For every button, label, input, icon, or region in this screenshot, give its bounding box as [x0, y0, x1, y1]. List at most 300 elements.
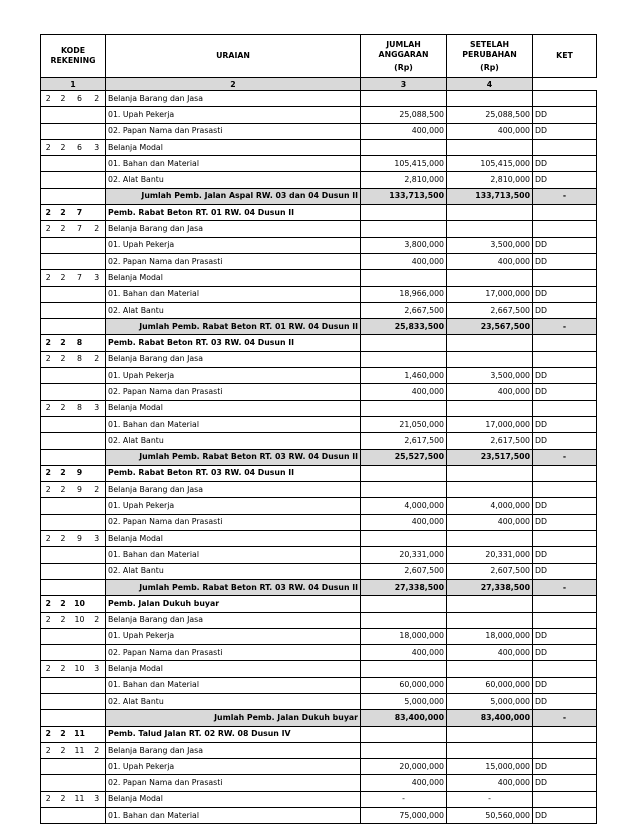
jumlah-cell: [361, 91, 447, 107]
jumlah-cell: 3,800,000: [361, 237, 447, 253]
kode-digit-4: [89, 286, 106, 302]
subtotal-row: [41, 579, 597, 595]
kode-digit-4: [89, 156, 106, 172]
setelah-cell: -: [447, 791, 533, 807]
kode-digit-2: [56, 547, 71, 563]
table-row: [41, 156, 597, 172]
kode-digit-2: [56, 416, 71, 432]
kode-digit-4: [89, 107, 106, 123]
setelah-cell: [447, 742, 533, 758]
uraian-cell: Pemb. Talud Jalan RT. 02 RW. 08 Dusun IV: [106, 726, 361, 742]
table-row: [41, 612, 597, 628]
kode-digit-1: 2: [41, 726, 56, 742]
subtotal-setelah: 23,517,500: [447, 449, 533, 465]
kode-digit-1: [41, 759, 56, 775]
table-row: [41, 775, 597, 791]
kode-digit-3: 10: [71, 596, 89, 612]
uraian-cell: Belanja Barang dan Jasa: [106, 742, 361, 758]
table-row: [41, 286, 597, 302]
kode-digit-2: [56, 498, 71, 514]
kode-digit-4: 2: [89, 351, 106, 367]
jumlah-cell: [361, 465, 447, 481]
setelah-cell: 5,000,000: [447, 693, 533, 709]
table-row: [41, 91, 597, 107]
kode-digit-2: 2: [56, 351, 71, 367]
header-uraian: URAIAN: [106, 35, 361, 78]
kode-digit-4: [89, 123, 106, 139]
kode-digit-1: 2: [41, 335, 56, 351]
kode-digit-3: [71, 514, 89, 530]
activity-heading-row: [41, 465, 597, 481]
ket-cell: DD: [533, 237, 597, 253]
setelah-cell: 25,088,500: [447, 107, 533, 123]
table-row: [41, 384, 597, 400]
uraian-cell: Pemb. Rabat Beton RT. 01 RW. 04 Dusun II: [106, 205, 361, 221]
kode-digit-1: [41, 253, 56, 269]
table-row: [41, 808, 597, 824]
kode-digit-3: [71, 237, 89, 253]
kode-digit-2: 2: [56, 661, 71, 677]
kode-digit-1: 2: [41, 400, 56, 416]
kode-digit-3: 7: [71, 221, 89, 237]
jumlah-cell: [361, 661, 447, 677]
header-kode-rekening: KODE REKENING: [41, 35, 106, 78]
kode-digit-2: 2: [56, 139, 71, 155]
setelah-cell: 17,000,000: [447, 286, 533, 302]
kode-digit-4: 3: [89, 791, 106, 807]
uraian-cell: 02. Papan Nama dan Prasasti: [106, 645, 361, 661]
kode-digit-2: [56, 645, 71, 661]
setelah-cell: 2,810,000: [447, 172, 533, 188]
uraian-cell: Belanja Barang dan Jasa: [106, 91, 361, 107]
uraian-cell: Pemb. Rabat Beton RT. 03 RW. 04 Dusun II: [106, 465, 361, 481]
uraian-cell: 01. Upah Pekerja: [106, 498, 361, 514]
kode-digit-4: [89, 514, 106, 530]
setelah-cell: 15,000,000: [447, 759, 533, 775]
uraian-cell: 02. Alat Bantu: [106, 172, 361, 188]
table-row: [41, 416, 597, 432]
kode-digit-1: [41, 498, 56, 514]
kode-digit-3: [71, 286, 89, 302]
uraian-cell: Belanja Modal: [106, 791, 361, 807]
ket-cell: DD: [533, 253, 597, 269]
kode-digit-4: 3: [89, 270, 106, 286]
kode-digit-1: [41, 368, 56, 384]
kode-digit-1: 2: [41, 270, 56, 286]
activity-heading-row: [41, 335, 597, 351]
kode-digit-3: 11: [71, 742, 89, 758]
kode-digit-4: [89, 563, 106, 579]
setelah-cell: [447, 351, 533, 367]
table-row: [41, 400, 597, 416]
ket-cell: [533, 661, 597, 677]
kode-digit-4: [89, 205, 106, 221]
subtotal-ket: -: [533, 188, 597, 204]
ket-cell: [533, 139, 597, 155]
kode-digit-1: 2: [41, 612, 56, 628]
jumlah-cell: 2,667,500: [361, 302, 447, 318]
subtotal-kode-blank: [41, 319, 106, 335]
kode-digit-2: [56, 514, 71, 530]
kode-digit-2: [56, 775, 71, 791]
kode-digit-4: [89, 628, 106, 644]
uraian-cell: Belanja Modal: [106, 139, 361, 155]
table-row: [41, 351, 597, 367]
jumlah-cell: 400,000: [361, 384, 447, 400]
kode-digit-2: 2: [56, 531, 71, 547]
kode-digit-1: 2: [41, 465, 56, 481]
kode-digit-3: 6: [71, 91, 89, 107]
kode-digit-1: [41, 514, 56, 530]
ket-cell: DD: [533, 123, 597, 139]
uraian-cell: 02. Alat Bantu: [106, 302, 361, 318]
kode-digit-3: 10: [71, 612, 89, 628]
table-header-row: [41, 35, 597, 78]
kode-digit-3: 8: [71, 400, 89, 416]
kode-digit-4: [89, 172, 106, 188]
jumlah-cell: 400,000: [361, 645, 447, 661]
setelah-cell: 2,667,500: [447, 302, 533, 318]
jumlah-cell: 2,607,500: [361, 563, 447, 579]
kode-digit-4: 2: [89, 612, 106, 628]
kode-digit-1: [41, 384, 56, 400]
kode-digit-4: [89, 645, 106, 661]
kode-digit-2: 2: [56, 335, 71, 351]
subtotal-label: Jumlah Pemb. Jalan Dukuh buyar: [106, 710, 361, 726]
header-setelah-perubahan: [447, 35, 533, 78]
subtotal-row: [41, 319, 597, 335]
table-row: [41, 433, 597, 449]
kode-digit-3: [71, 416, 89, 432]
kode-digit-3: [71, 253, 89, 269]
budget-table: [40, 34, 597, 824]
uraian-cell: Pemb. Rabat Beton RT. 03 RW. 04 Dusun II: [106, 335, 361, 351]
kode-digit-2: [56, 563, 71, 579]
setelah-cell: [447, 335, 533, 351]
ket-cell: DD: [533, 433, 597, 449]
table-row: [41, 791, 597, 807]
column-number-row: [41, 78, 597, 91]
setelah-cell: 400,000: [447, 514, 533, 530]
table-row: [41, 139, 597, 155]
jumlah-cell: 5,000,000: [361, 693, 447, 709]
activity-heading-row: [41, 205, 597, 221]
kode-digit-2: [56, 759, 71, 775]
jumlah-cell: 2,617,500: [361, 433, 447, 449]
kode-digit-1: 2: [41, 205, 56, 221]
kode-digit-4: [89, 253, 106, 269]
uraian-cell: Belanja Modal: [106, 661, 361, 677]
uraian-cell: 01. Bahan dan Material: [106, 808, 361, 824]
setelah-cell: 2,617,500: [447, 433, 533, 449]
kode-digit-3: [71, 547, 89, 563]
setelah-cell: 400,000: [447, 253, 533, 269]
jumlah-cell: 25,088,500: [361, 107, 447, 123]
ket-cell: DD: [533, 107, 597, 123]
kode-digit-1: [41, 416, 56, 432]
kode-digit-4: [89, 384, 106, 400]
kode-digit-4: [89, 416, 106, 432]
jumlah-cell: 20,331,000: [361, 547, 447, 563]
setelah-cell: [447, 205, 533, 221]
uraian-cell: Pemb. Jalan Dukuh buyar: [106, 596, 361, 612]
kode-digit-1: 2: [41, 221, 56, 237]
ket-cell: [533, 351, 597, 367]
uraian-cell: Belanja Barang dan Jasa: [106, 482, 361, 498]
kode-digit-2: [56, 368, 71, 384]
ket-cell: [533, 531, 597, 547]
activity-heading-row: [41, 596, 597, 612]
table-row: [41, 172, 597, 188]
setelah-cell: 50,560,000: [447, 808, 533, 824]
jumlah-cell: [361, 335, 447, 351]
kode-digit-1: [41, 107, 56, 123]
kode-digit-1: [41, 808, 56, 824]
kode-digit-2: 2: [56, 742, 71, 758]
subtotal-ket: -: [533, 710, 597, 726]
kode-digit-4: 3: [89, 139, 106, 155]
column-number-2: 2: [106, 78, 361, 91]
kode-digit-4: 2: [89, 91, 106, 107]
header-jumlah-anggaran: [361, 35, 447, 78]
kode-digit-1: 2: [41, 531, 56, 547]
kode-digit-1: 2: [41, 351, 56, 367]
ket-cell: [533, 270, 597, 286]
setelah-cell: [447, 482, 533, 498]
kode-digit-4: 3: [89, 661, 106, 677]
ket-cell: DD: [533, 808, 597, 824]
uraian-cell: Belanja Barang dan Jasa: [106, 612, 361, 628]
jumlah-cell: [361, 531, 447, 547]
kode-digit-3: 7: [71, 205, 89, 221]
uraian-cell: Belanja Modal: [106, 531, 361, 547]
subtotal-jumlah: 83,400,000: [361, 710, 447, 726]
kode-digit-3: [71, 384, 89, 400]
uraian-cell: Belanja Modal: [106, 400, 361, 416]
setelah-cell: [447, 596, 533, 612]
jumlah-cell: [361, 270, 447, 286]
subtotal-ket: -: [533, 449, 597, 465]
kode-digit-3: 10: [71, 661, 89, 677]
table-row: [41, 123, 597, 139]
subtotal-jumlah: 133,713,500: [361, 188, 447, 204]
subtotal-kode-blank: [41, 188, 106, 204]
uraian-cell: 02. Papan Nama dan Prasasti: [106, 775, 361, 791]
kode-digit-1: [41, 172, 56, 188]
kode-digit-2: 2: [56, 270, 71, 286]
kode-digit-4: [89, 433, 106, 449]
table-row: [41, 645, 597, 661]
table-row: [41, 221, 597, 237]
kode-digit-1: 2: [41, 661, 56, 677]
table-row: [41, 547, 597, 563]
uraian-cell: 01. Upah Pekerja: [106, 237, 361, 253]
ket-cell: DD: [533, 628, 597, 644]
setelah-cell: 17,000,000: [447, 416, 533, 432]
setelah-cell: [447, 139, 533, 155]
table-row: [41, 661, 597, 677]
jumlah-cell: [361, 742, 447, 758]
jumlah-cell: 400,000: [361, 775, 447, 791]
ket-cell: [533, 482, 597, 498]
kode-digit-4: [89, 677, 106, 693]
setelah-cell: [447, 400, 533, 416]
ket-cell: DD: [533, 172, 597, 188]
uraian-cell: 01. Bahan dan Material: [106, 416, 361, 432]
kode-digit-4: 2: [89, 482, 106, 498]
kode-digit-4: [89, 726, 106, 742]
kode-digit-1: 2: [41, 596, 56, 612]
subtotal-jumlah: 27,338,500: [361, 579, 447, 595]
subtotal-kode-blank: [41, 710, 106, 726]
setelah-cell: 20,331,000: [447, 547, 533, 563]
kode-digit-2: [56, 156, 71, 172]
kode-digit-2: [56, 677, 71, 693]
uraian-cell: 01. Bahan dan Material: [106, 286, 361, 302]
kode-digit-1: [41, 677, 56, 693]
setelah-cell: 3,500,000: [447, 237, 533, 253]
kode-digit-3: 11: [71, 726, 89, 742]
jumlah-cell: 20,000,000: [361, 759, 447, 775]
ket-cell: DD: [533, 384, 597, 400]
subtotal-kode-blank: [41, 449, 106, 465]
kode-digit-4: [89, 335, 106, 351]
kode-digit-3: [71, 498, 89, 514]
ket-cell: DD: [533, 416, 597, 432]
uraian-cell: 02. Alat Bantu: [106, 563, 361, 579]
kode-digit-3: [71, 302, 89, 318]
kode-digit-2: [56, 107, 71, 123]
kode-digit-2: [56, 628, 71, 644]
jumlah-cell: 18,000,000: [361, 628, 447, 644]
kode-digit-3: [71, 156, 89, 172]
uraian-cell: 01. Bahan dan Material: [106, 677, 361, 693]
jumlah-cell: [361, 482, 447, 498]
jumlah-cell: [361, 351, 447, 367]
kode-digit-3: [71, 808, 89, 824]
kode-digit-1: [41, 775, 56, 791]
uraian-cell: 02. Papan Nama dan Prasasti: [106, 253, 361, 269]
uraian-cell: Belanja Barang dan Jasa: [106, 221, 361, 237]
kode-digit-1: [41, 286, 56, 302]
kode-digit-4: [89, 596, 106, 612]
jumlah-cell: 105,415,000: [361, 156, 447, 172]
kode-digit-4: [89, 465, 106, 481]
setelah-cell: 60,000,000: [447, 677, 533, 693]
kode-digit-4: 3: [89, 400, 106, 416]
uraian-cell: 02. Alat Bantu: [106, 433, 361, 449]
kode-digit-3: [71, 677, 89, 693]
header-setelah-label: SETELAH PERUBAHAN: [462, 39, 517, 59]
uraian-cell: 02. Papan Nama dan Prasasti: [106, 384, 361, 400]
kode-digit-2: [56, 693, 71, 709]
kode-digit-3: [71, 563, 89, 579]
table-row: [41, 677, 597, 693]
setelah-cell: 400,000: [447, 384, 533, 400]
table-row: [41, 531, 597, 547]
kode-digit-1: 2: [41, 482, 56, 498]
table-row: [41, 482, 597, 498]
jumlah-cell: 75,000,000: [361, 808, 447, 824]
table-row: [41, 302, 597, 318]
subtotal-kode-blank: [41, 579, 106, 595]
ket-cell: DD: [533, 368, 597, 384]
jumlah-cell: 18,966,000: [361, 286, 447, 302]
kode-digit-3: 9: [71, 465, 89, 481]
kode-digit-4: [89, 775, 106, 791]
kode-digit-2: 2: [56, 791, 71, 807]
kode-digit-2: [56, 237, 71, 253]
subtotal-row: [41, 188, 597, 204]
jumlah-cell: [361, 596, 447, 612]
jumlah-cell: 60,000,000: [361, 677, 447, 693]
uraian-cell: Belanja Barang dan Jasa: [106, 351, 361, 367]
header-jumlah-label: JUMLAH ANGGARAN: [378, 39, 429, 59]
kode-digit-2: [56, 172, 71, 188]
ket-cell: [533, 791, 597, 807]
subtotal-jumlah: 25,833,500: [361, 319, 447, 335]
subtotal-setelah: 133,713,500: [447, 188, 533, 204]
subtotal-ket: -: [533, 319, 597, 335]
uraian-cell: 02. Papan Nama dan Prasasti: [106, 123, 361, 139]
ket-cell: DD: [533, 156, 597, 172]
kode-digit-1: [41, 628, 56, 644]
kode-digit-2: 2: [56, 596, 71, 612]
kode-digit-3: 9: [71, 482, 89, 498]
kode-digit-3: [71, 172, 89, 188]
kode-digit-2: 2: [56, 465, 71, 481]
jumlah-cell: 400,000: [361, 123, 447, 139]
kode-digit-4: [89, 547, 106, 563]
ket-cell: [533, 91, 597, 107]
table-row: [41, 742, 597, 758]
kode-digit-1: [41, 693, 56, 709]
table-row: [41, 563, 597, 579]
kode-digit-1: [41, 156, 56, 172]
kode-digit-1: 2: [41, 91, 56, 107]
table-row: [41, 270, 597, 286]
ket-cell: [533, 465, 597, 481]
setelah-cell: [447, 270, 533, 286]
table-row: [41, 253, 597, 269]
kode-digit-3: [71, 775, 89, 791]
table-row: [41, 368, 597, 384]
kode-digit-3: 8: [71, 351, 89, 367]
kode-digit-3: [71, 107, 89, 123]
jumlah-cell: 400,000: [361, 253, 447, 269]
ket-cell: [533, 596, 597, 612]
column-number-1: 1: [41, 78, 106, 91]
kode-digit-1: [41, 547, 56, 563]
ket-cell: DD: [533, 498, 597, 514]
kode-digit-4: 2: [89, 742, 106, 758]
kode-digit-1: 2: [41, 742, 56, 758]
ket-cell: DD: [533, 677, 597, 693]
setelah-cell: [447, 661, 533, 677]
setelah-cell: 105,415,000: [447, 156, 533, 172]
uraian-cell: 02. Alat Bantu: [106, 693, 361, 709]
kode-digit-2: 2: [56, 482, 71, 498]
kode-digit-4: [89, 237, 106, 253]
subtotal-label: Jumlah Pemb. Rabat Beton RT. 03 RW. 04 Dusun II: [106, 579, 361, 595]
jumlah-cell: [361, 400, 447, 416]
activity-heading-row: [41, 726, 597, 742]
setelah-cell: 4,000,000: [447, 498, 533, 514]
uraian-cell: 02. Papan Nama dan Prasasti: [106, 514, 361, 530]
setelah-cell: [447, 465, 533, 481]
kode-digit-1: 2: [41, 791, 56, 807]
kode-digit-3: [71, 368, 89, 384]
